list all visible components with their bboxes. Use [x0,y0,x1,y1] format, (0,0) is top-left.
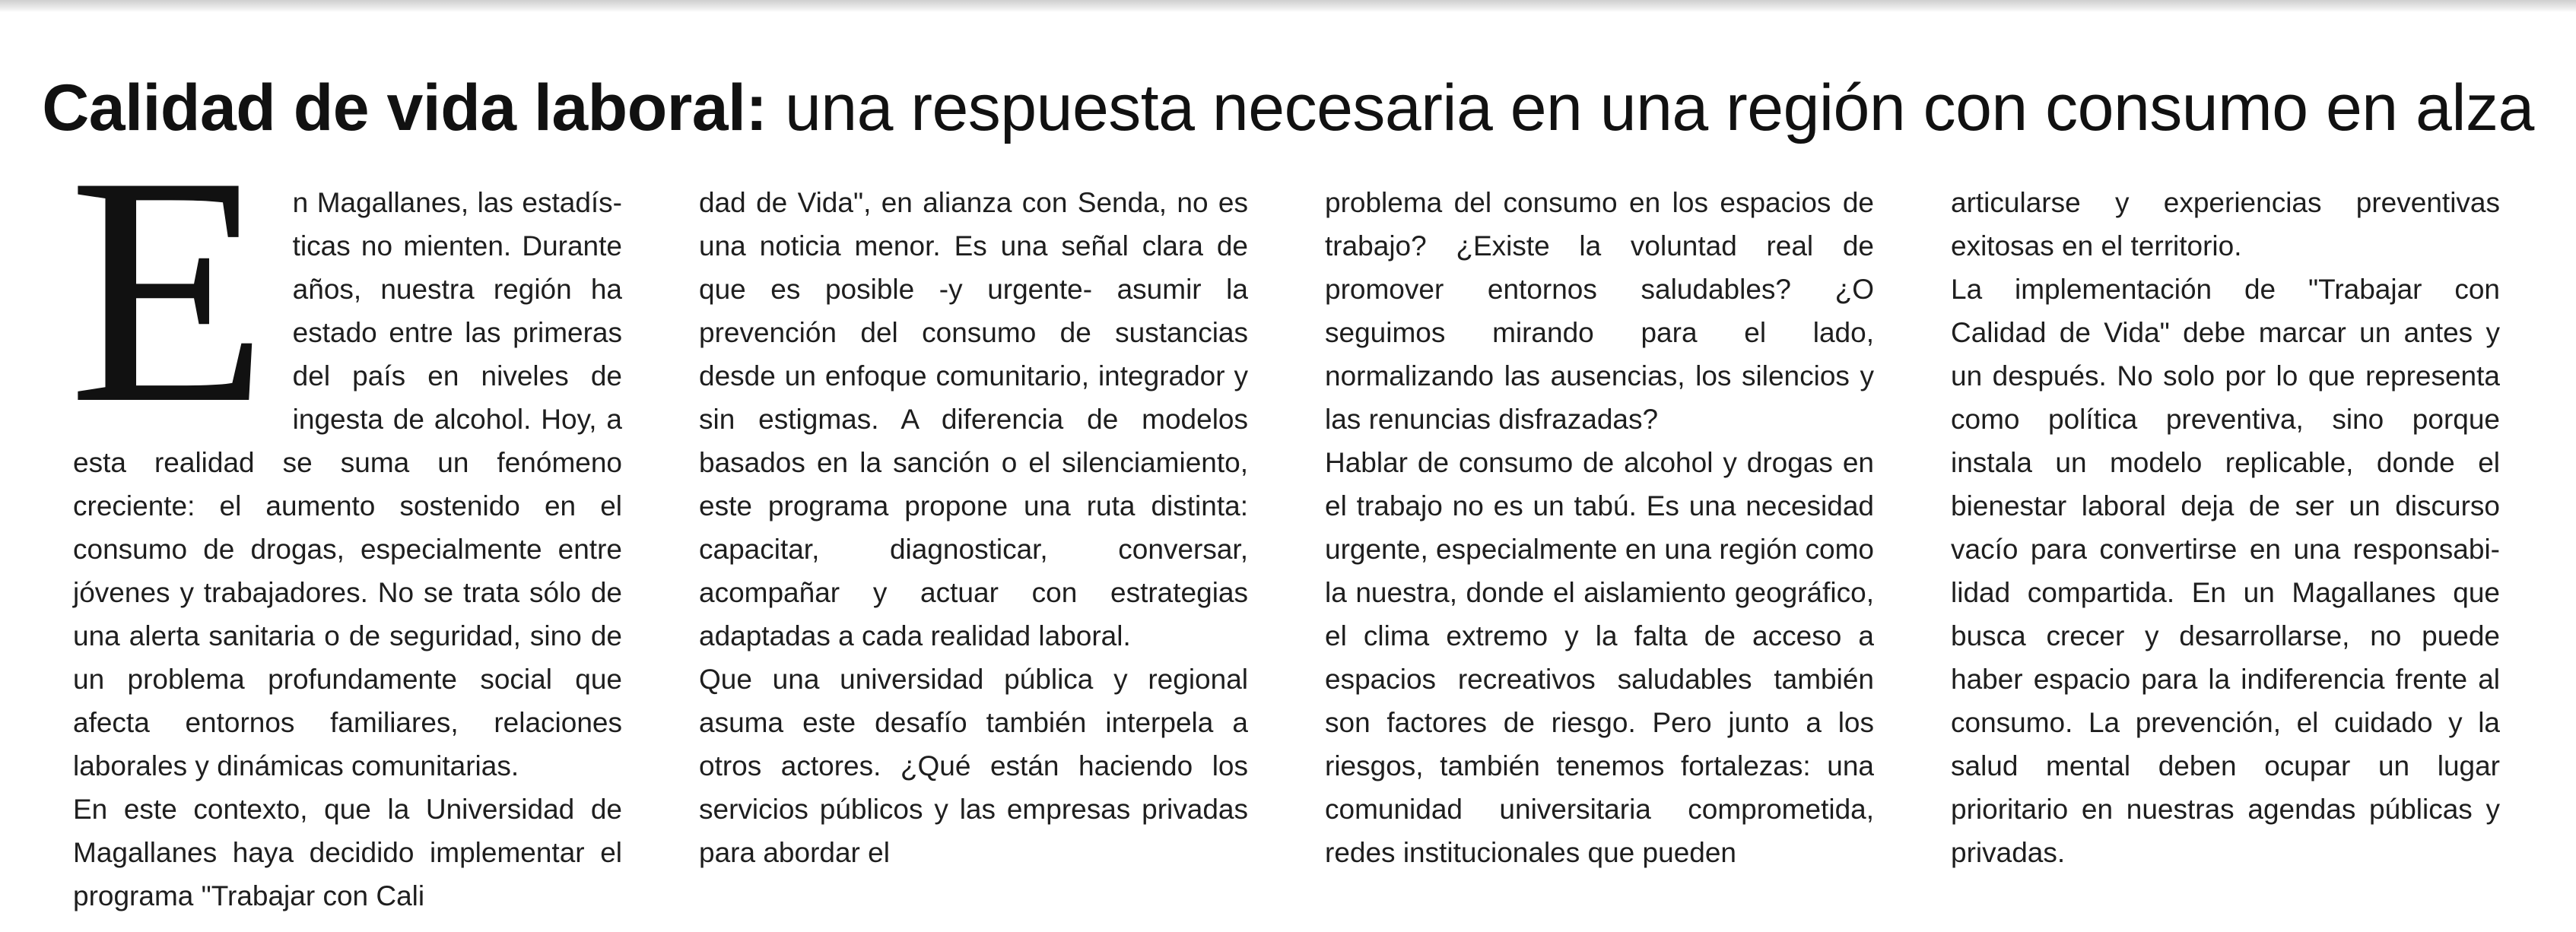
drop-cap: E [68,109,268,471]
article-body [68,109,2500,911]
column-1 [68,109,622,918]
paragraph: En este contexto, que la Universidad de Magallanes haya decidido implementar el programa "Trabajar con Cali [73,794,622,911]
paragraph: n Magallanes, las estadísticas no mienten. Durante años, nuestra región ha estado entre las primeras del país en niveles de ingesta de alcohol. Hoy, a esta realidad se suma un fenómeno creciente: el aumento sostenido en el consumo de drogas, especialmente entre jóvenes y trabajadores. No se trata sólo de una alerta sanitaria o de seguridad, sino de un problema profundamente social que afecta entornos familiares, relaciones laborales y dinámicas comunitarias. [73,187,622,781]
top-rule [0,0,2576,12]
paragraph: problema del consumo en los espacios de trabajo? ¿Existe la voluntad real de promover entornos saludables? ¿O seguimos mirando para el lado, normalizando las ausencias, los silencios y las renuncias disfrazadas? [1325,187,1874,435]
paragraph: articularse y experiencias preventivas exitosas en el territorio. [1951,187,2500,262]
column-3 [1325,181,1874,918]
headline-regular-part: una respuesta necesaria en una región con consumo en alza [767,71,2534,144]
column-2 [699,181,1248,918]
headline-bold-part: Calidad de vida laboral: [42,71,767,144]
paragraph: Que una universidad pública y regional asuma este desafío también interpela a otros actores. ¿Qué están haciendo los servicios públicos y las empresas privadas para abordar el [699,664,1248,868]
paragraph: dad de Vida", en alianza con Senda, no es una noticia menor. Es una señal clara de que es posible -y urgente- asumir la prevención del consumo de sustancias desde un enfoque comunitario, integrador y sin estigmas. A diferencia de modelos basados en la sanción o el silenciamiento, este programa propone una ruta distinta: capacitar, diagnosticar, conversar, acompañar y actuar con estrategias adaptadas a cada realidad laboral. [699,187,1248,651]
paragraph: La implementación de "Trabajar con Calidad de Vida" debe marcar un antes y un después. No solo por lo que representa como política preventiva, sino porque instala un modelo replicable, donde el bienestar laboral deja de ser un discurso vacío para convertirse en una responsabilidad compartida. En un Magallanes que busca crecer y desarrollarse, no puede haber espacio para la indiferencia frente al consumo. La prevención, el cuidado y la salud mental deben ocupar un lugar prioritario en nuestras agendas públicas y privadas. [1951,274,2500,868]
paragraph: Hablar de consumo de alcohol y drogas en el trabajo no es un tabú. Es una necesidad urgente, especialmente en una región como la nuestra, donde el aislamiento geográfico, el clima extremo y la falta de acceso a espacios recreativos saludables también son factores de riesgo. Pero junto a los riesgos, también tenemos fortalezas: una comunidad universitaria comprometida, redes institucionales que pueden [1325,447,1874,868]
article-headline [0,70,2576,146]
column-4 [1951,181,2500,918]
